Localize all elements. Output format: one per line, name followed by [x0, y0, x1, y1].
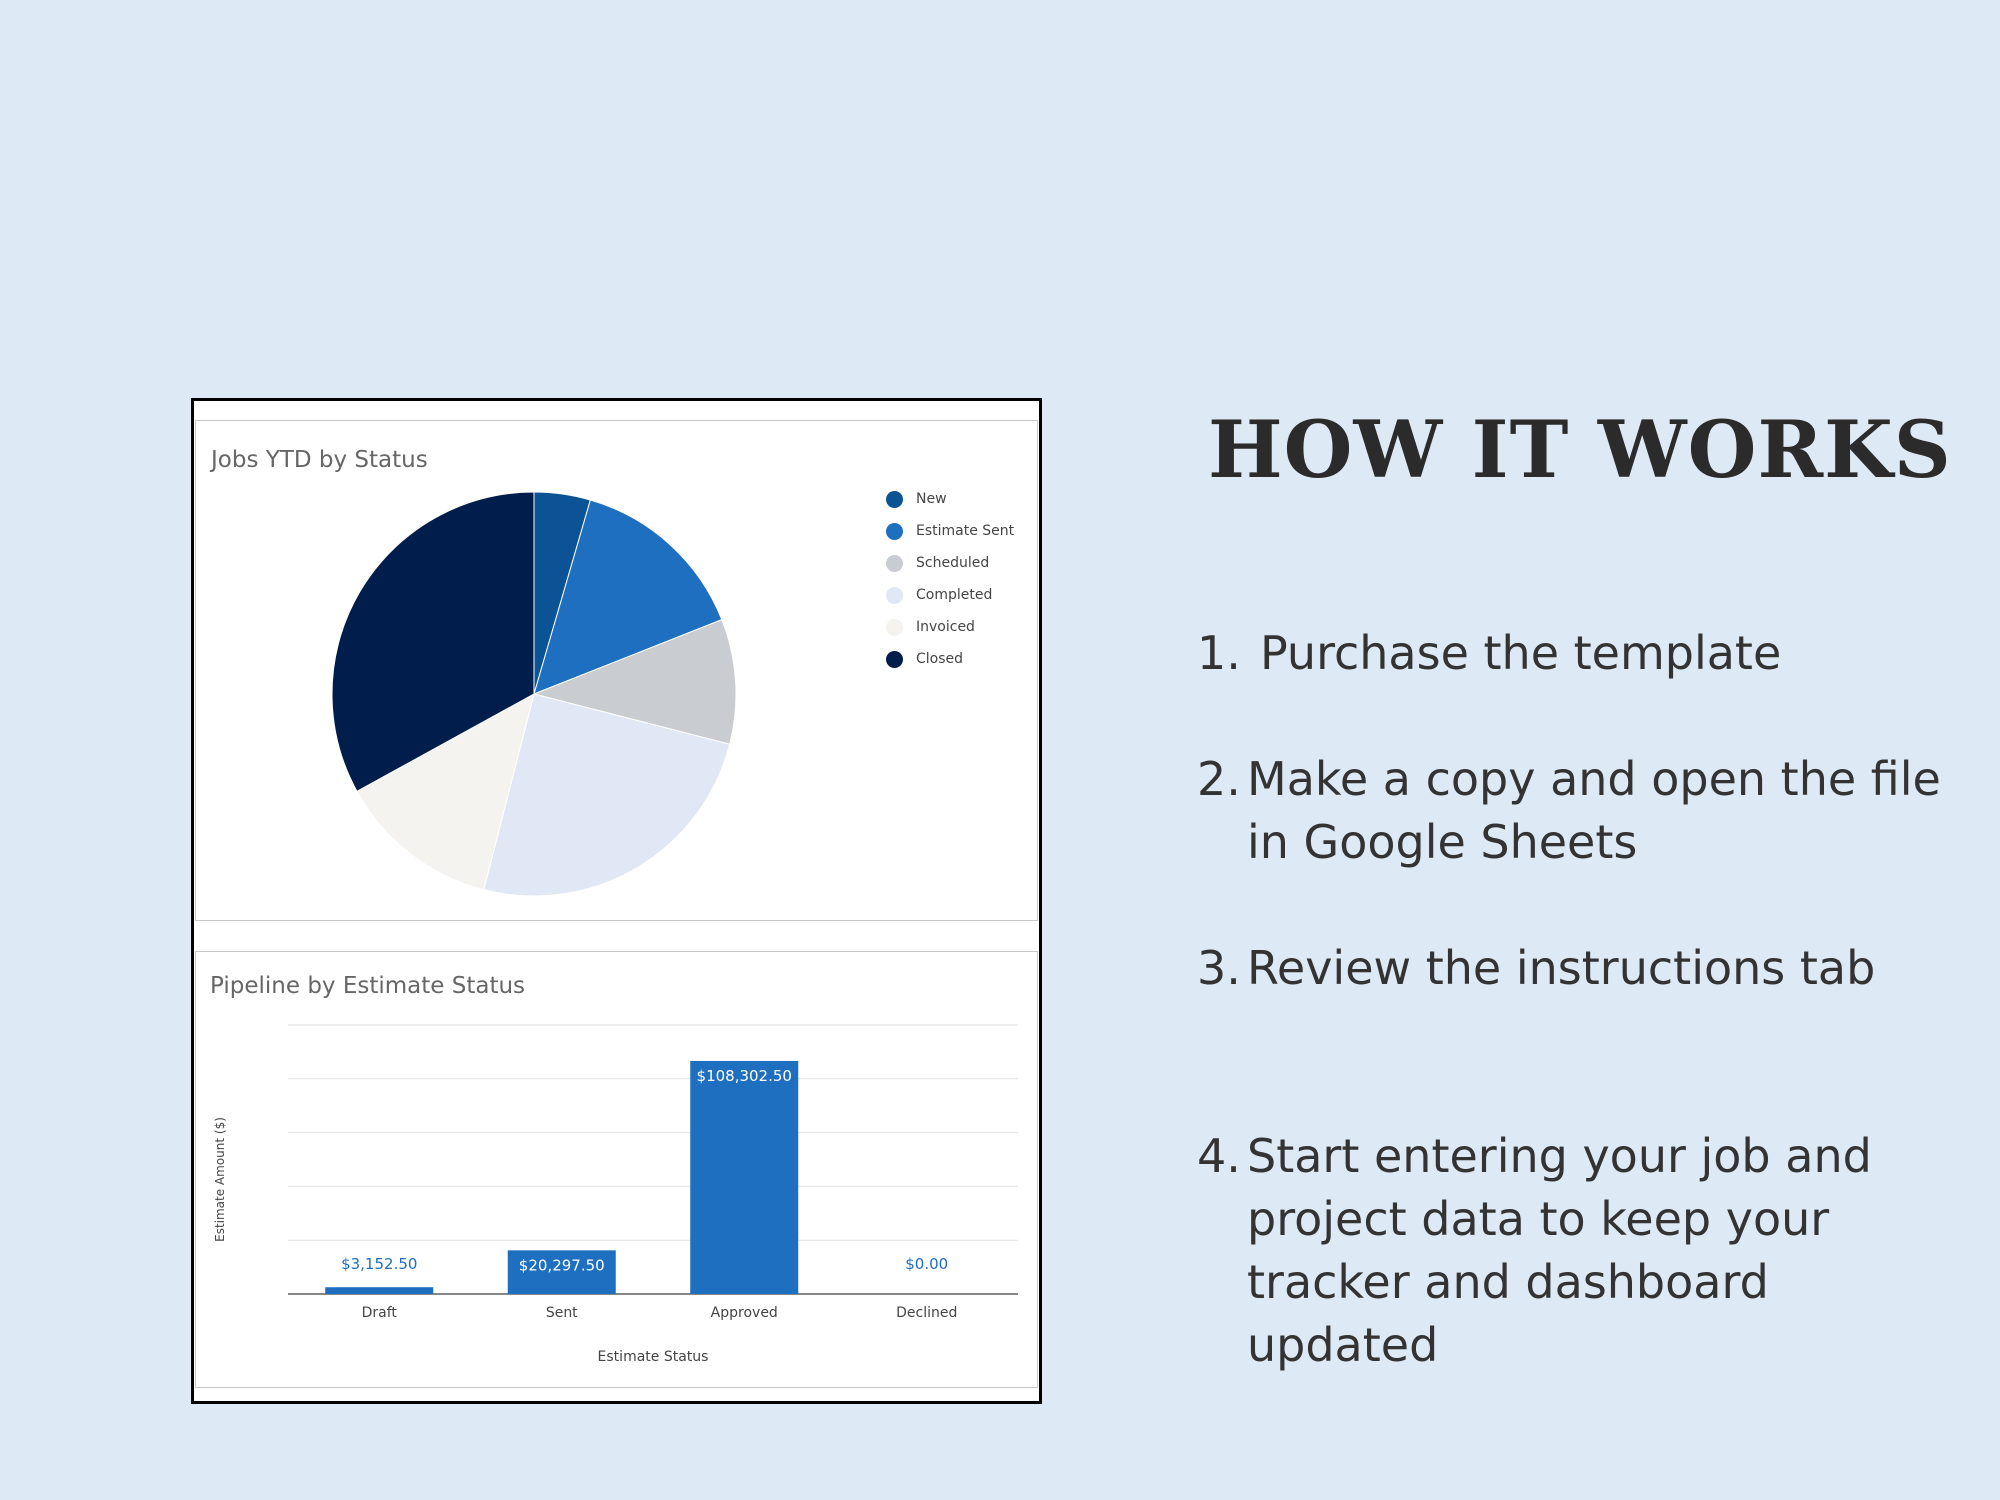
- bar-chart: [196, 952, 1039, 1389]
- step-number: 3.: [1197, 941, 1241, 995]
- step-number: 2.: [1197, 752, 1241, 806]
- legend-item: [886, 643, 1014, 675]
- step-text: Review the instructions tab: [1247, 941, 1876, 995]
- legend-swatch: [886, 555, 903, 572]
- legend-label: Invoiced: [916, 619, 975, 635]
- bar: [690, 1061, 798, 1294]
- x-tick-label: Approved: [710, 1305, 778, 1321]
- bar-chart-title: Pipeline by Estimate Status: [210, 973, 526, 999]
- step-number: 1.: [1197, 626, 1241, 680]
- dashboard-screenshot: [191, 398, 1042, 1404]
- x-tick-label: Draft: [361, 1305, 397, 1321]
- page-heading: HOW IT WORKS: [1208, 403, 1952, 496]
- step-text: Make a copy and open the file in Google Sheets: [1247, 752, 1941, 869]
- legend-swatch: [886, 587, 903, 604]
- bar: [325, 1287, 433, 1294]
- y-axis-title: Estimate Amount ($): [213, 1117, 227, 1242]
- data-label: $20,297.50: [518, 1256, 605, 1275]
- legend-item: [886, 547, 1014, 579]
- pie-chart-card: [195, 420, 1038, 921]
- step-text: Start entering your job and project data to keep your tracker and dashboard updated: [1247, 1129, 1872, 1372]
- x-axis-title: Estimate Status: [597, 1349, 709, 1365]
- step-text: Purchase the template: [1260, 626, 1782, 680]
- legend-label: New: [916, 491, 947, 507]
- legend-item: [886, 483, 1014, 515]
- legend-label: Scheduled: [916, 555, 990, 571]
- legend-swatch: [886, 619, 903, 636]
- legend-label: Estimate Sent: [916, 523, 1015, 539]
- data-label: $3,152.50: [341, 1255, 418, 1273]
- legend-item: [886, 579, 1014, 611]
- step-number: 4.: [1197, 1129, 1241, 1183]
- legend-swatch: [886, 651, 903, 668]
- pie-chart-title: Jobs YTD by Status: [211, 447, 428, 473]
- x-tick-label: Declined: [896, 1305, 958, 1321]
- pie-legend: [886, 483, 1014, 675]
- legend-item: [886, 515, 1014, 547]
- legend-swatch: [886, 491, 903, 508]
- legend-label: Closed: [916, 651, 964, 667]
- legend-swatch: [886, 523, 903, 540]
- legend-item: [886, 611, 1014, 643]
- x-tick-label: Sent: [545, 1305, 578, 1321]
- legend-label: Completed: [916, 587, 993, 603]
- data-label: $108,302.50: [696, 1066, 792, 1085]
- data-label: $0.00: [905, 1255, 949, 1273]
- bar-chart-card: [195, 951, 1038, 1388]
